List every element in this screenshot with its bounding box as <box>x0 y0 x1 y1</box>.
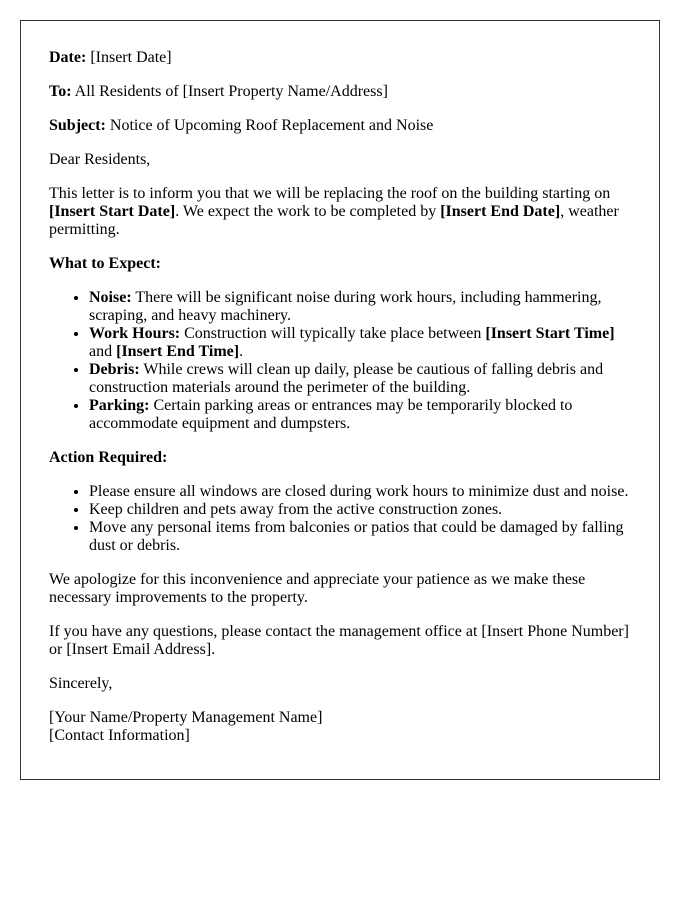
signature-block <box>49 709 631 745</box>
action-heading: Action Required: <box>49 449 168 466</box>
date-label: Date: <box>49 49 87 66</box>
greeting: Dear Residents, <box>49 151 151 168</box>
action-item: • Move any personal items from balconies or patios that could be damaged by falling dust or debris. <box>89 519 631 555</box>
expect-item-text: . <box>239 343 244 360</box>
expect-item-text: Construction will typically take place between <box>180 325 486 342</box>
apology-paragraph: We apologize for this inconvenience and appreciate your patience as we make these necessary improvements to the property. <box>49 571 586 606</box>
expect-heading: What to Expect: <box>49 255 161 272</box>
expect-item-noise <box>89 289 631 325</box>
signature-name: [Your Name/Property Management Name] <box>49 709 323 726</box>
date-line <box>49 49 631 67</box>
expect-item-parking <box>89 397 631 433</box>
to-value: All Residents of [Insert Property Name/Address] <box>71 83 388 100</box>
intro-text-2: . We expect the work to be completed by <box>175 203 441 220</box>
expect-item-label: Parking: <box>89 397 150 414</box>
letter-container <box>20 20 660 780</box>
expect-item-label: Work Hours: <box>89 325 181 342</box>
expect-item-label: Noise: <box>89 289 132 306</box>
intro-text-1: This letter is to inform you that we will be replacing the roof on the building starting on <box>49 185 611 202</box>
expect-item-text: Certain parking areas or entrances may be temporarily blocked to accommodate equipment and dumpsters. <box>89 397 573 432</box>
subject-value: Notice of Upcoming Roof Replacement and Noise <box>105 117 434 134</box>
expect-list <box>49 289 631 433</box>
action-item: • Keep children and pets away from the active construction zones. <box>89 501 631 519</box>
end-date-placeholder: [Insert End Date] <box>440 203 561 220</box>
to-label: To: <box>49 83 72 100</box>
end-time-placeholder: [Insert End Time] <box>116 343 240 360</box>
expect-item-debris <box>89 361 631 397</box>
to-line <box>49 83 631 101</box>
date-value: [Insert Date] <box>86 49 172 66</box>
expect-item-text: While crews will clean up daily, please be cautious of falling debris and construction materials around the perimeter of the building. <box>89 361 604 396</box>
action-item: • Please ensure all windows are closed during work hours to minimize dust and noise. <box>89 483 631 501</box>
start-time-placeholder: [Insert Start Time] <box>485 325 615 342</box>
intro-paragraph <box>49 185 631 239</box>
subject-line <box>49 117 631 135</box>
intro-text-3: , weather permitting. <box>49 203 619 238</box>
subject-label: Subject: <box>49 117 106 134</box>
action-list <box>49 483 631 555</box>
expect-item-text: and <box>89 343 117 360</box>
expect-item-work-hours <box>89 325 631 361</box>
expect-item-text: There will be significant noise during work hours, including hammering, scraping, and heavy machinery. <box>89 289 602 324</box>
closing: Sincerely, <box>49 675 113 692</box>
start-date-placeholder: [Insert Start Date] <box>49 203 176 220</box>
contact-paragraph: If you have any questions, please contact the management office at [Insert Phone Number] or [Insert Email Address]. <box>49 623 629 658</box>
expect-item-label: Debris: <box>89 361 140 378</box>
signature-contact: [Contact Information] <box>49 727 190 744</box>
